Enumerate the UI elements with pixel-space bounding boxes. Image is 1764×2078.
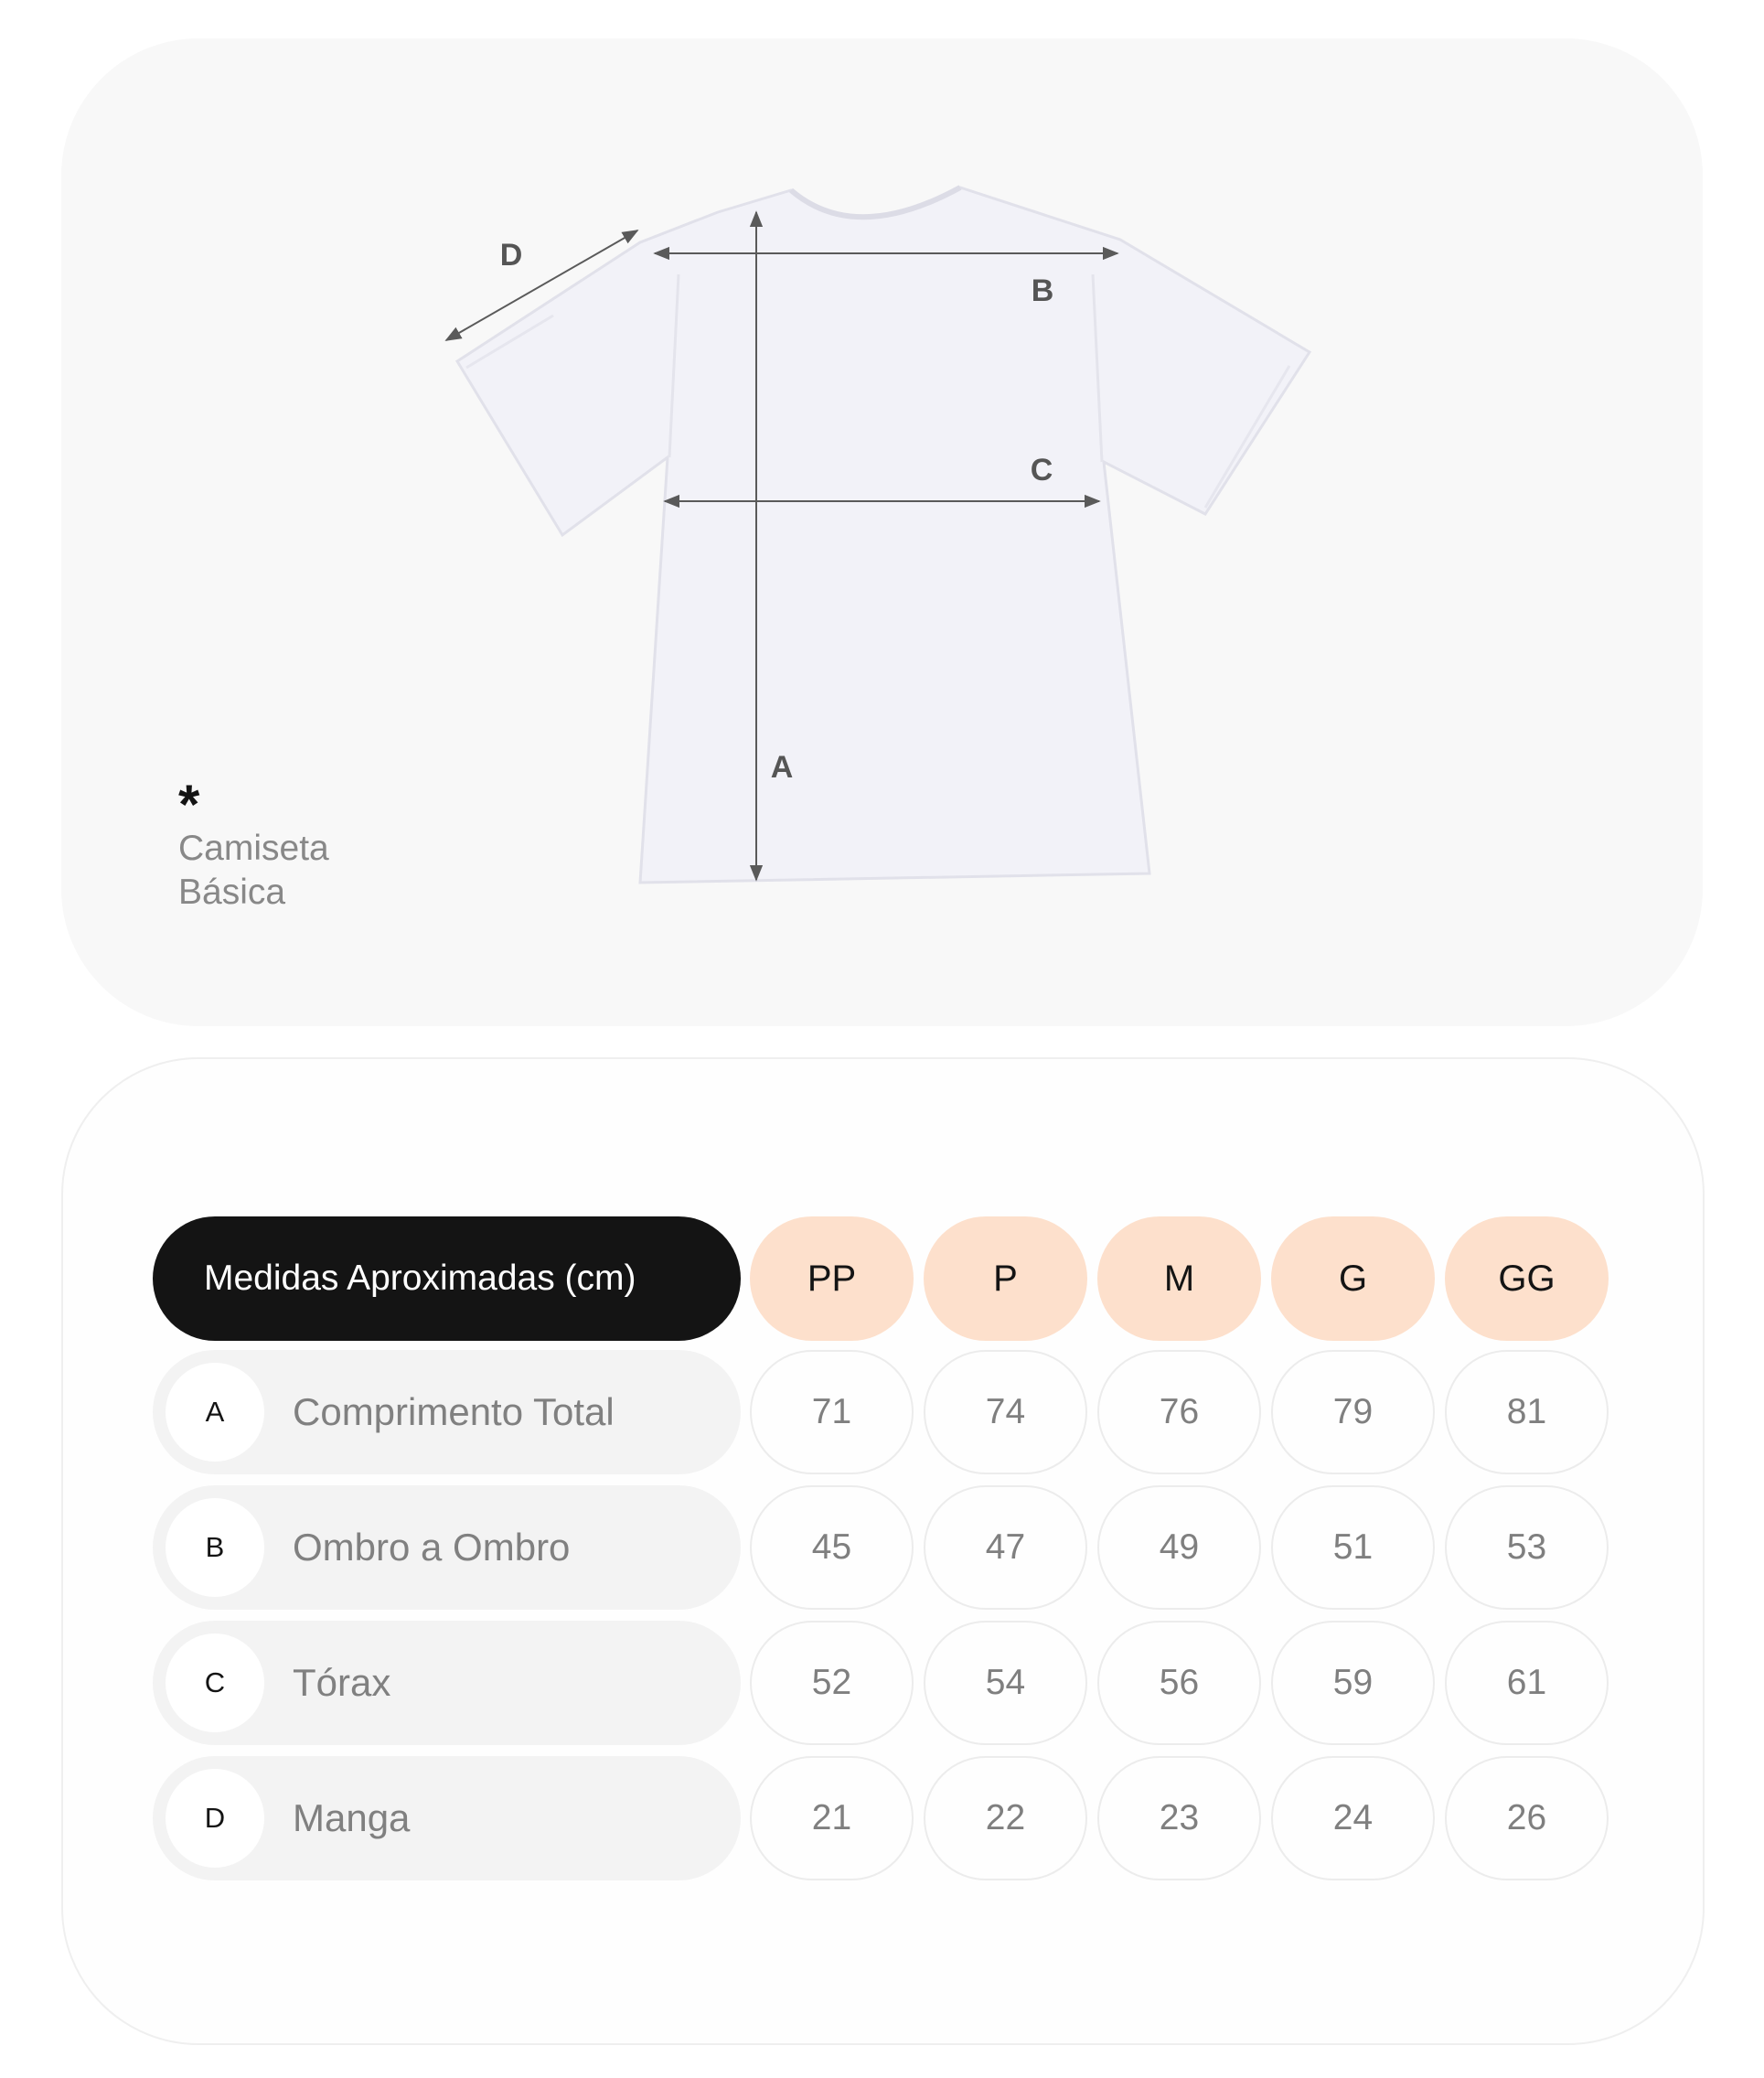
table-cell: 21 xyxy=(750,1756,914,1880)
size-header-gg: GG xyxy=(1445,1216,1609,1341)
table-cell: 53 xyxy=(1445,1485,1609,1610)
table-cell: 51 xyxy=(1271,1485,1435,1610)
table-cell: 79 xyxy=(1271,1350,1435,1474)
table-cell: 56 xyxy=(1097,1621,1261,1745)
table-cell: 61 xyxy=(1445,1621,1609,1745)
label-d: D xyxy=(499,238,523,273)
table-cell: 22 xyxy=(924,1756,1087,1880)
row-label-c xyxy=(153,1621,741,1745)
table-cell: 26 xyxy=(1445,1756,1609,1880)
row-label-d xyxy=(153,1756,741,1880)
label-a: A xyxy=(770,750,794,785)
row-label-text: Manga xyxy=(293,1796,411,1839)
row-letter-badge: B xyxy=(166,1498,264,1597)
row-letter-badge: C xyxy=(166,1633,264,1732)
table-cell: 74 xyxy=(924,1350,1087,1474)
row-label-text: Tórax xyxy=(293,1661,391,1704)
table-header-title: Medidas Aproximadas (cm) xyxy=(153,1216,741,1341)
table-cell: 45 xyxy=(750,1485,914,1610)
table-cell: 47 xyxy=(924,1485,1087,1610)
row-letter-badge: D xyxy=(166,1769,264,1868)
table-cell: 71 xyxy=(750,1350,914,1474)
table-cell: 23 xyxy=(1097,1756,1261,1880)
size-header-g: G xyxy=(1271,1216,1435,1341)
label-c: C xyxy=(1030,453,1053,487)
table-cell: 59 xyxy=(1271,1621,1435,1745)
size-header-pp: PP xyxy=(750,1216,914,1341)
table-cell: 52 xyxy=(750,1621,914,1745)
caption-line-2: Básica xyxy=(178,873,286,912)
table-cell: 54 xyxy=(924,1621,1087,1745)
table-cell: 49 xyxy=(1097,1485,1261,1610)
table-cell: 76 xyxy=(1097,1350,1261,1474)
tshirt-image xyxy=(457,187,1310,883)
row-letter-badge: A xyxy=(166,1363,264,1462)
asterisk-icon: * xyxy=(178,774,200,835)
row-label-a xyxy=(153,1350,741,1474)
row-label-b xyxy=(153,1485,741,1610)
caption-line-1: Camiseta xyxy=(178,829,329,868)
row-label-text: Ombro a Ombro xyxy=(293,1526,571,1569)
label-b: B xyxy=(1031,273,1054,308)
size-header-m: M xyxy=(1097,1216,1261,1341)
table-cell: 81 xyxy=(1445,1350,1609,1474)
table-cell: 24 xyxy=(1271,1756,1435,1880)
size-header-p: P xyxy=(924,1216,1087,1341)
row-label-text: Comprimento Total xyxy=(293,1390,615,1433)
